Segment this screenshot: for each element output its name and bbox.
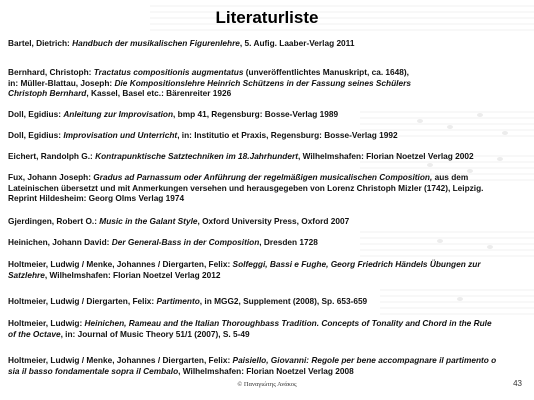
reference-text: , in: Institutio et Praxis, Regensburg: Bosse-Verlag 1992 (177, 130, 398, 140)
reference-text: Lateinischen übersetzt und mit Anmerkungen versehen und herausgegeben von Lorenz Christoph Mizler (1742), Leipzig. (8, 182, 484, 193)
reference-text: Doll, Egidius: (8, 109, 64, 119)
reference-entry (8, 38, 354, 49)
reference-title-text: Satzlehre (8, 269, 45, 280)
reference-text: Bartel, Dietrich: (8, 38, 73, 48)
reference-entry (8, 216, 349, 227)
reference-text: , Wilhelmshafen: Florian Noetzel Verlag 2012 (44, 269, 221, 280)
reference-entry (8, 259, 481, 280)
reference-text: , Oxford University Press, Oxford 2007 (197, 216, 350, 226)
reference-text: , in: Journal of Music Theory 51/1 (2007), S. 5-49 (60, 328, 250, 339)
reference-title-text: Improvisation und Unterricht (63, 130, 178, 140)
reference-title-text: Gradus ad Parnassum oder Anführung der regelmäßigen musicalischen Composition, (93, 172, 433, 182)
reference-text: , bmp 41, Regensburg: Bosse-Verlag 1989 (173, 109, 339, 119)
reference-text: Heinichen, Johann David: (8, 237, 112, 247)
reference-text: aus dem (432, 172, 469, 182)
reference-text: Bernhard, Christoph: (8, 67, 94, 77)
reference-title-text: Partimento (156, 296, 200, 306)
reference-text: Holtmeier, Ludwig / Menke, Johannes / Diergarten, Felix: (8, 355, 233, 365)
reference-entry (8, 355, 496, 376)
reference-text: , Wilhelmshafen: Florian Noetzel Verlag 2002 (297, 151, 474, 161)
reference-title-text: Solfeggi, Bassi e Fughe, Georg Friedrich Händels Übungen zur (232, 259, 481, 269)
reference-entry (8, 237, 318, 248)
reference-text: (unveröffentlichtes Manuskript, ca. 1648), (243, 67, 409, 77)
reference-title-text: sia il basso fondamentale sopra il Cembalo (8, 365, 179, 376)
reference-text: , in MGG2, Supplement (2008), Sp. 653-659 (199, 296, 368, 306)
reference-title-text: Christoph Bernhard (8, 88, 87, 99)
reference-title-text: Heinichen, Rameau and the Italian Thoroughbass Tradition. Concepts of Tonality and Chord in the Rule (84, 318, 492, 328)
copyright-footer: © Παναγιώτης Ανάκος (237, 381, 297, 388)
reference-text: Holtmeier, Ludwig / Menke, Johannes / Diergarten, Felix: (8, 259, 233, 269)
page-title: Literaturliste (215, 8, 319, 27)
reference-entry (8, 130, 398, 141)
reference-text: Eichert, Randolph G.: (8, 151, 96, 161)
reference-title-text: Paisiello, Giovanni: Regole per bene accompagnare il partimento o (232, 355, 497, 365)
reference-entry (8, 151, 474, 162)
reference-entry (8, 296, 367, 307)
reference-title-text: Music in the Galant Style (99, 216, 198, 226)
reference-text: in: Müller-Blattau, Joseph: (8, 77, 115, 88)
reference-text: Holtmeier, Ludwig: (8, 318, 85, 328)
reference-entry (8, 109, 338, 120)
reference-entry (8, 67, 411, 99)
reference-text: , Wilhelmshafen: Florian Noetzel Verlag 2008 (178, 365, 354, 376)
reference-title-text: Der General-Bass in der Composition (111, 237, 260, 247)
reference-text: , Dresden 1728 (259, 237, 318, 247)
reference-title-text: Anleitung zur Improvisation (63, 109, 174, 119)
reference-text: , 5. Aufig. Laaber-Verlag 2011 (239, 38, 355, 48)
reference-text: Doll, Egidius: (8, 130, 64, 140)
reference-entry (8, 318, 492, 339)
reference-entry (8, 172, 483, 204)
reference-text: Gjerdingen, Robert O.: (8, 216, 100, 226)
reference-title-text: of the Octave (8, 328, 61, 339)
page-number: 43 (513, 379, 522, 388)
reference-text: , Kassel, Basel etc.: Bärenreiter 1926 (86, 88, 232, 99)
reference-title-text: Kontrapunktische Satztechniken im 18.Jahrhundert (95, 151, 298, 161)
reference-text: Holtmeier, Ludwig / Diergarten, Felix: (8, 296, 157, 306)
reference-title-text: Handbuch der musikalischen Figurenlehre (72, 38, 240, 48)
reference-title-text: Die Kompositionslehre Heinrich Schützens in der Fassung seines Schülers (114, 77, 411, 88)
reference-text: Reprint Hildesheim: Georg Olms Verlag 1974 (8, 193, 185, 204)
reference-title-text: Tractatus compositionis augmentatus (93, 67, 244, 77)
reference-text: Fux, Johann Joseph: (8, 172, 94, 182)
